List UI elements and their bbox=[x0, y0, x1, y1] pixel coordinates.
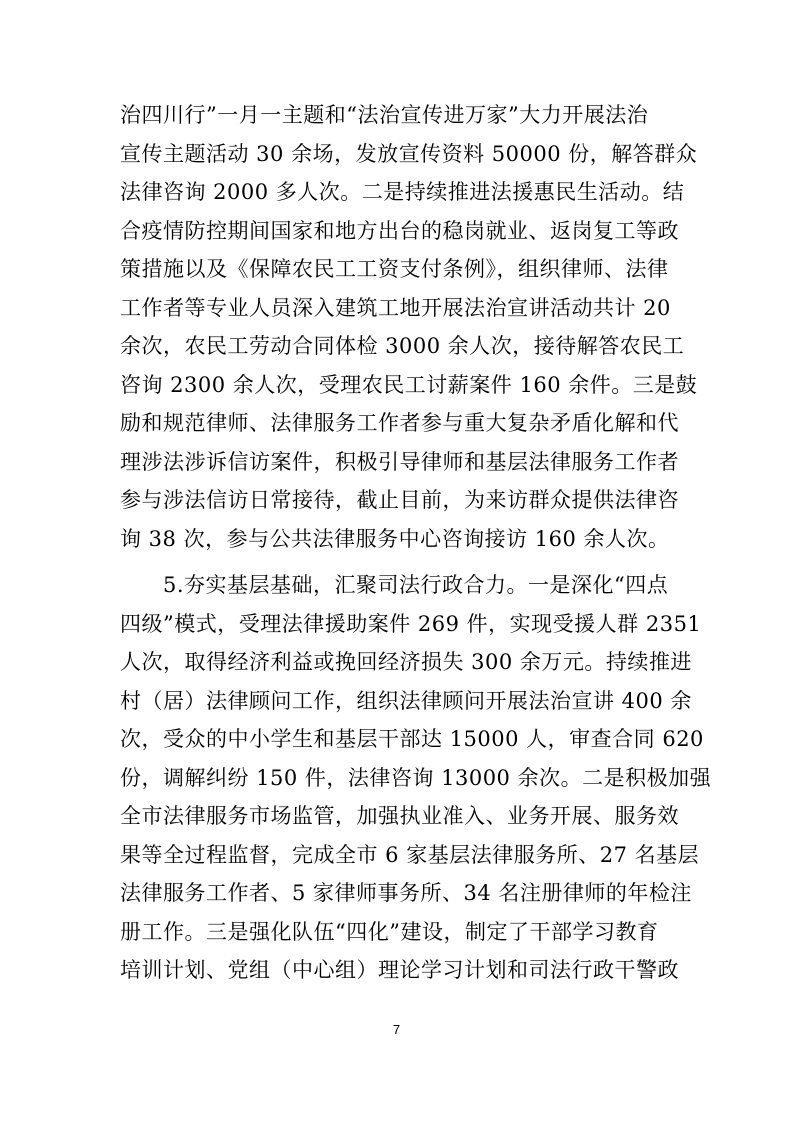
text-line: 理涉法涉诉信访案件，积极引导律师和基层法律服务工作者 bbox=[120, 449, 679, 474]
text-line: 余次，农民工劳动合同体检 3000 余人次，接待解答农民工 bbox=[120, 334, 685, 358]
text-line: 全市法律服务市场监管，加强执业准入、业务开展、服务效 bbox=[120, 804, 679, 828]
paragraph-gap bbox=[120, 558, 680, 566]
text-line: 励和规范律师、法律服务工作者参与重大复杂矛盾化解和代 bbox=[120, 411, 679, 435]
text-line: 次，受众的中小学生和基层干部达 15000 人，审查合同 620 bbox=[120, 727, 704, 751]
body-text bbox=[120, 96, 712, 990]
text-line: 册工作。三是强化队伍“四化”建设，制定了干部学习教育 bbox=[120, 919, 659, 944]
text-line: 四级”模式，受理法律援助案件 269 件，实现受援人群 2351 bbox=[120, 611, 702, 636]
text-line: 参与涉法信访日常接待，截止目前，为来访群众提供法律咨 bbox=[120, 488, 679, 512]
text-line: 5.夯实基层基础，汇聚司法行政合力。一是深化“四点 bbox=[120, 573, 669, 597]
paragraph-2 bbox=[120, 566, 712, 990]
paragraph-1 bbox=[120, 96, 698, 558]
text-line: 培训计划、党组（中心组）理论学习计划和司法行政干警政 bbox=[120, 958, 679, 982]
text-line: 法律咨询 2000 多人次。二是持续推进法援惠民生活动。结 bbox=[120, 180, 685, 204]
text-line: 村（居）法律顾问工作，组织法律顾问开展法治宣讲 400 余 bbox=[120, 688, 692, 713]
text-line: 果等全过程监督，完成全市 6 家基层法律服务所、27 名基层 bbox=[120, 842, 700, 867]
text-line: 合疫情防控期间国家和地方出台的稳岗就业、返岗复工等政 bbox=[120, 218, 679, 243]
text-line: 份，调解纠纷 150 件，法律咨询 13000 余次。二是积极加强 bbox=[120, 765, 712, 790]
text-line: 宣传主题活动 30 余场，发放宣传资料 50000 份，解答群众 bbox=[120, 141, 698, 166]
text-line: 人次，取得经济利益或挽回经济损失 300 余万元。持续推进 bbox=[120, 650, 692, 674]
page-number: 7 bbox=[392, 1022, 401, 1037]
text-line: 询 38 次，参与公共法律服务中心咨询接访 160 余人次。 bbox=[120, 526, 670, 551]
text-line: 治四川行”一月一主题和“法治宣传进万家”大力开展法治 bbox=[120, 103, 649, 127]
text-line: 策措施以及《保障农民工工资支付条例》，组织律师、法律 bbox=[120, 257, 669, 281]
text-line: 咨询 2300 余人次，受理农民工讨薪案件 160 余件。三是鼓 bbox=[120, 372, 698, 397]
text-line: 法律服务工作者、5 家律师事务所、34 名注册律师的年检注 bbox=[120, 881, 692, 905]
text-line: 工作者等专业人员深入建筑工地开展法治宣讲活动共计 20 bbox=[120, 295, 671, 320]
